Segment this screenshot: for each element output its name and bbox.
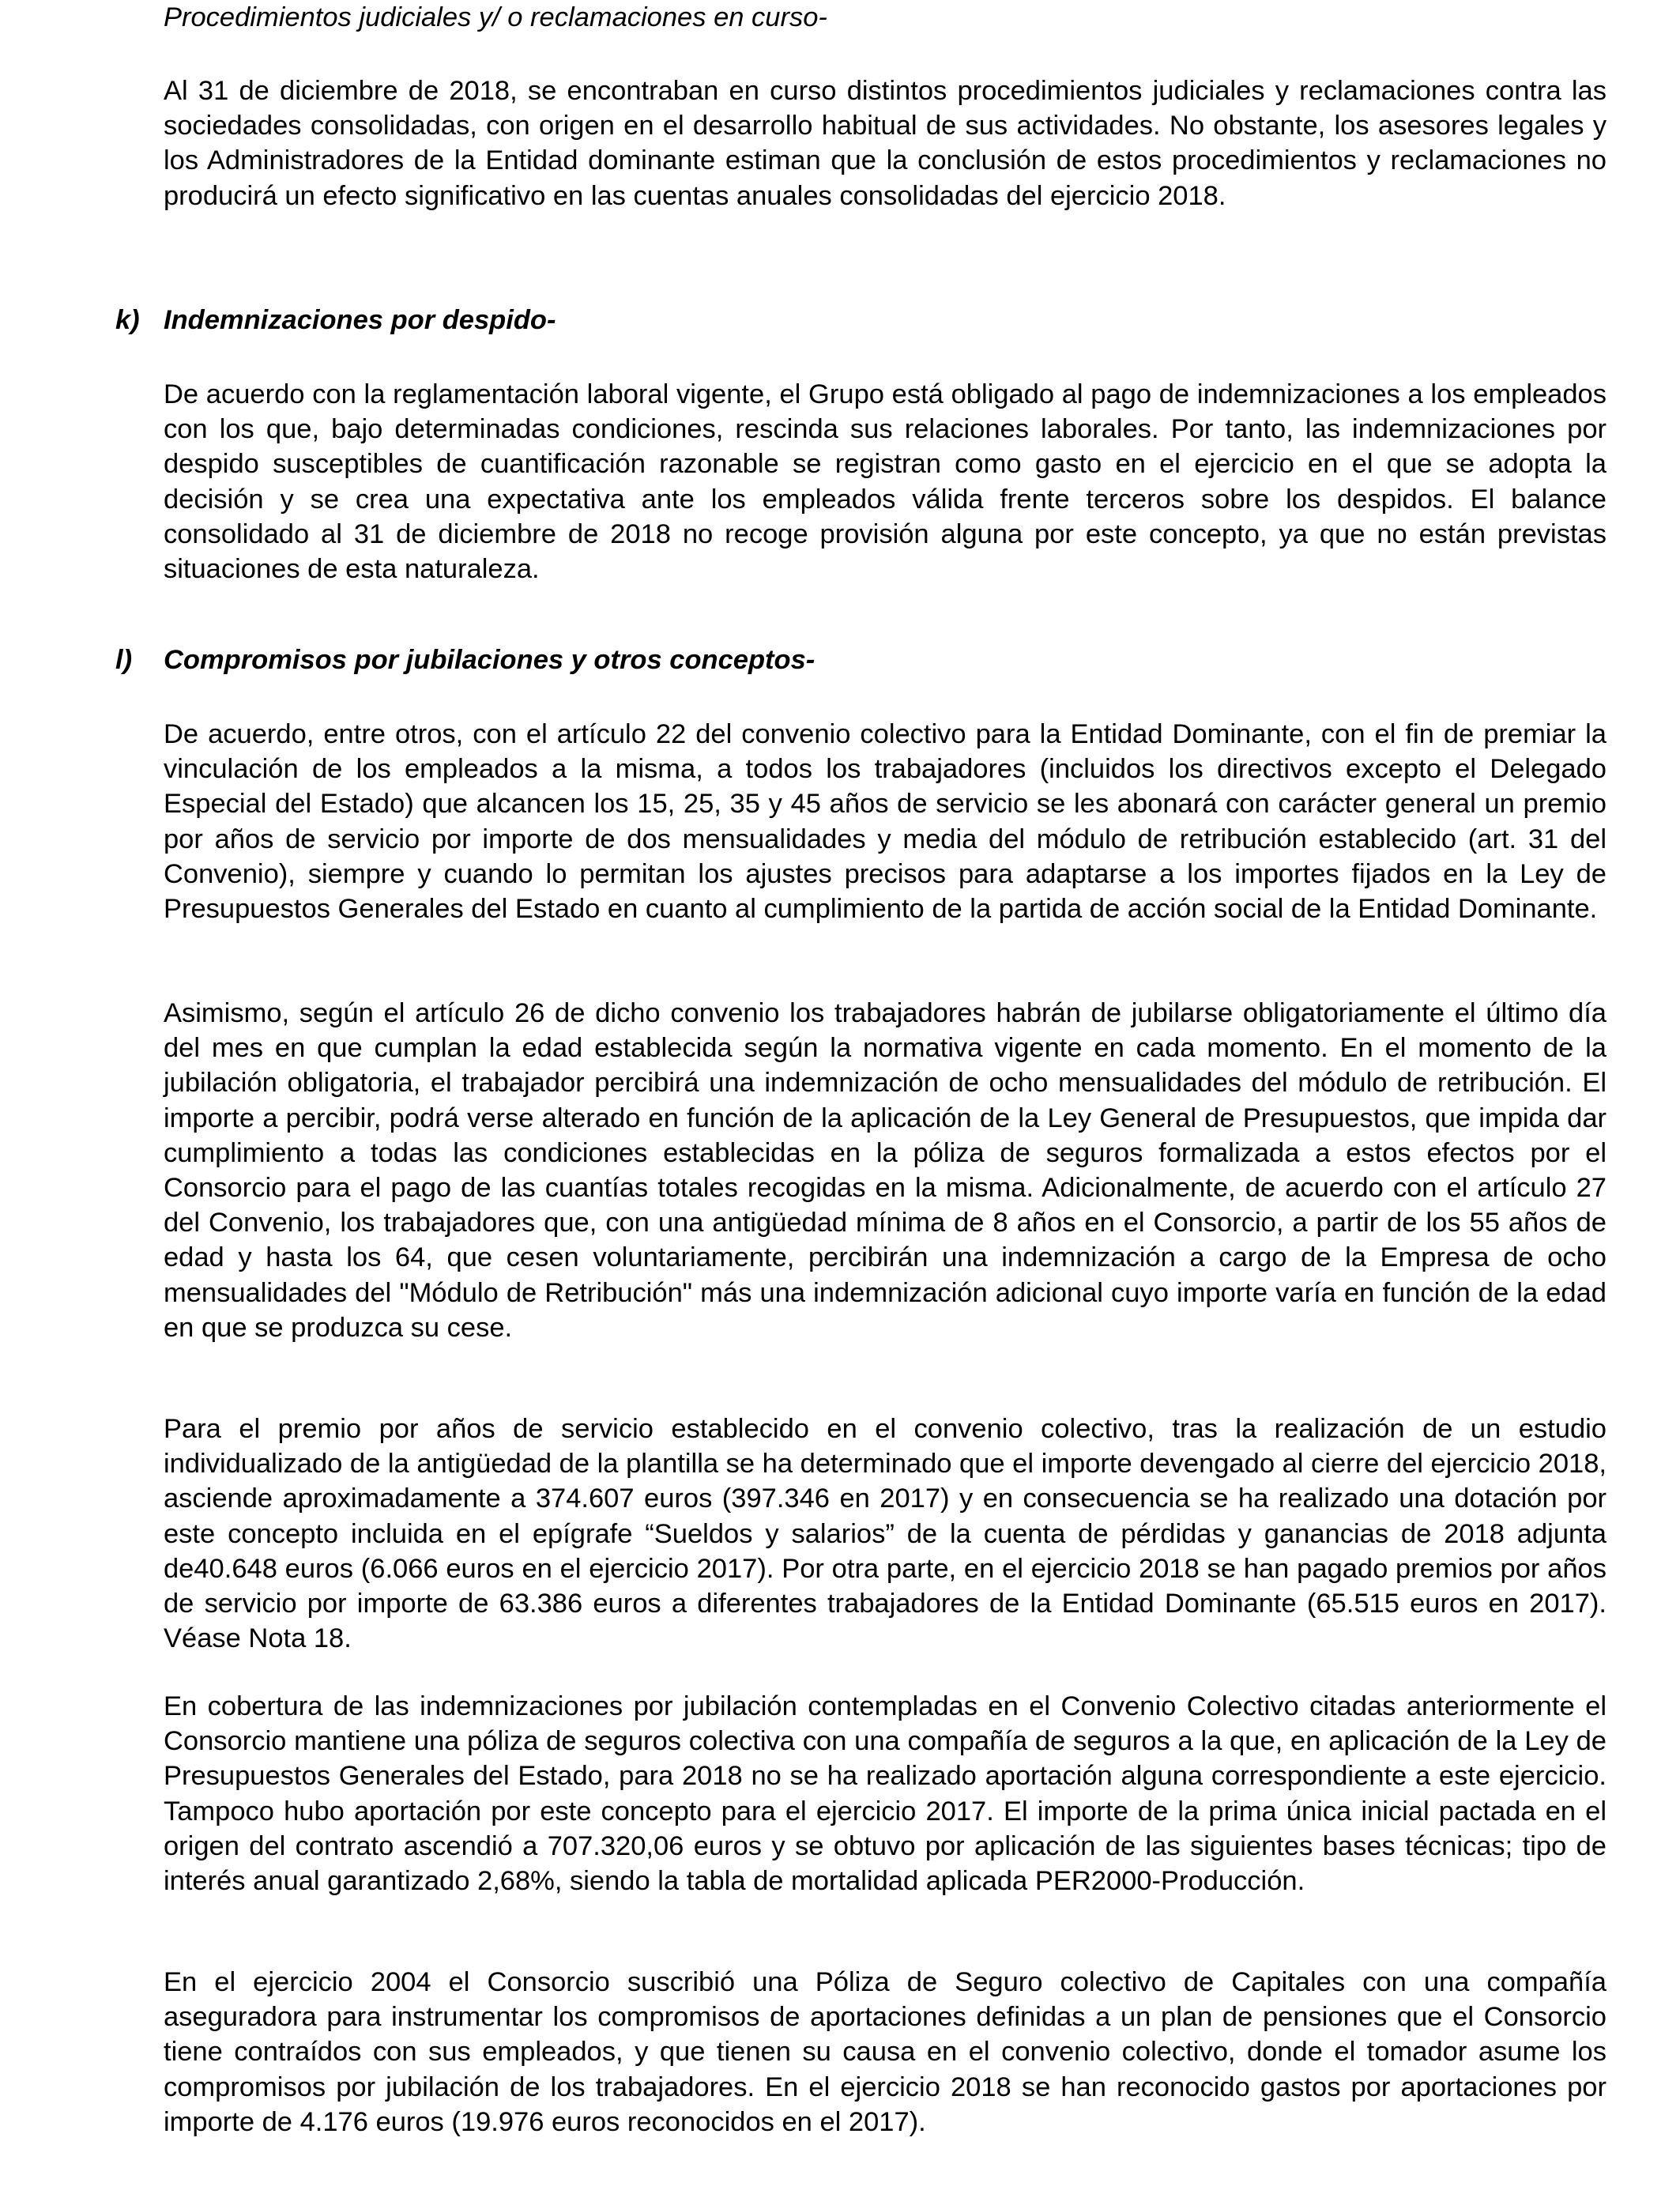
section-title: Indemnizaciones por despido- [164, 305, 556, 335]
section-marker: k) [115, 305, 140, 335]
section-l-paragraph-1: De acuerdo, entre otros, con el artículo 22 del convenio colectivo para la Entidad Dominante, con el fin de premiar la vinculación de los empleados a la misma, a todos los trabajadores (incluidos los directivos excepto el Delegado Especial del Estado) que alcancen los 15, 25, 35 y 45 años de servicio se les abonará con carácter general un premio por años de servicio por importe de dos mensualidades y media del módulo de retribución establecido (art. 31 del Convenio), siempre y cuando lo permitan los ajustes precisos para adaptarse a los importes fijados en la Ley de Presupuestos Generales del Estado en cuanto al cumplimiento de la partida de acción social de la Entidad Dominante. [164, 719, 1607, 925]
section-k-paragraph: De acuerdo con la reglamentación laboral vigente, el Grupo está obligado al pago de indemnizaciones a los empleados con los que, bajo determinadas condiciones, rescinda sus relaciones laborales. Por tanto, las indemnizaciones por despido susceptibles de cuantificación razonable se registran como gasto en el ejercicio en el que se adopta la decisión y se crea una expectativa ante los empleados válida frente terceros sobre los despidos. El balance consolidado al 31 de diciembre de 2018 no recoge provisión alguna por este concepto, ya que no están previstas situaciones de esta naturaleza. [164, 379, 1607, 585]
section-heading-l [115, 643, 815, 677]
section-l-paragraph-5: En el ejercicio 2004 el Consorcio suscribió una Póliza de Seguro colectivo de Capitales con una compañía aseguradora para instrumentar los compromisos de aportaciones definidas a un plan de pensiones que el Consorcio tiene contraídos con sus empleados, y que tienen su causa en el convenio colectivo, donde el tomador asume los compromisos por jubilación de los trabajadores. En el ejercicio 2018 se han reconocido gastos por aportaciones por importe de 4.176 euros (19.976 euros reconocidos en el 2017). [164, 1967, 1607, 2137]
section-title: Compromisos por jubilaciones y otros conceptos- [164, 645, 816, 675]
section-l-paragraph-2: Asimismo, según el artículo 26 de dicho convenio los trabajadores habrán de jubilarse obligatoriamente el último día del mes en que cumplan la edad establecida según la normativa vigente en cada momento. En el momento de la jubilación obligatoria, el trabajador percibirá una indemnización de ocho mensualidades del módulo de retribución. El importe a percibir, podrá verse alterado en función de la aplicación de la Ley General de Presupuestos, que impida dar cumplimiento a todas las condiciones establecidas en la póliza de seguros formalizada a estos efectos por el Consorcio para el pago de las cuantías totales recogidas en la misma. Adicionalmente, de acuerdo con el artículo 27 del Convenio, los trabajadores que, con una antigüedad mínima de 8 años en el Consorcio, a partir de los 55 años de edad y hasta los 64, que cesen voluntariamente, percibirán una indemnización a cargo de la Empresa de ocho mensualidades del "Módulo de Retribución" más una indemnización adicional cuyo importe varía en función de la edad en que se produzca su cese. [164, 998, 1607, 1343]
section-l-paragraph-3: Para el premio por años de servicio establecido en el convenio colectivo, tras la realización de un estudio individualizado de la antigüedad de la plantilla se ha determinado que el importe devengado al cierre del ejercicio 2018, asciende aproximadamente a 374.607 euros (397.346 en 2017) y en consecuencia se ha realizado una dotación por este concepto incluida en el epígrafe “Sueldos y salarios” de la cuenta de pérdidas y ganancias de 2018 adjunta de40.648 euros (6.066 euros en el ejercicio 2017). Por otra parte, en el ejercicio 2018 se han pagado premios por años de servicio por importe de 63.386 euros a diferentes trabajadores de la Entidad Dominante (65.515 euros en 2017). Véase Nota 18. [164, 1414, 1607, 1654]
section-l-paragraph-4: En cobertura de las indemnizaciones por jubilación contempladas en el Convenio Colectivo citadas anteriormente el Consorcio mantiene una póliza de seguros colectiva con una compañía de seguros a la que, en aplicación de la Ley de Presupuestos Generales del Estado, para 2018 no se ha realizado aportación alguna correspondiente a este ejercicio. Tampoco hubo aportación por este concepto para el ejercicio 2017. El importe de la prima única inicial pactada en el origen del contrato ascendió a 707.320,06 euros y se obtuvo por aplicación de las siguientes bases técnicas; tipo de interés anual garantizado 2,68%, siendo la tabla de mortalidad aplicada PER2000-Producción. [164, 1691, 1607, 1897]
section-heading-k [115, 303, 556, 337]
subsection-title: Procedimientos judiciales y/ o reclamaciones en curso- [164, 2, 827, 32]
section-marker: l) [115, 645, 133, 675]
intro-paragraph: Al 31 de diciembre de 2018, se encontraban en curso distintos procedimientos judiciales y reclamaciones contra las sociedades consolidadas, con origen en el desarrollo habitual de sus actividades. No obstante, los asesores legales y los Administradores de la Entidad dominante estiman que la conclusión de estos procedimientos y reclamaciones no producirá un efecto significativo en las cuentas anuales consolidadas del ejercicio 2018. [164, 76, 1607, 211]
